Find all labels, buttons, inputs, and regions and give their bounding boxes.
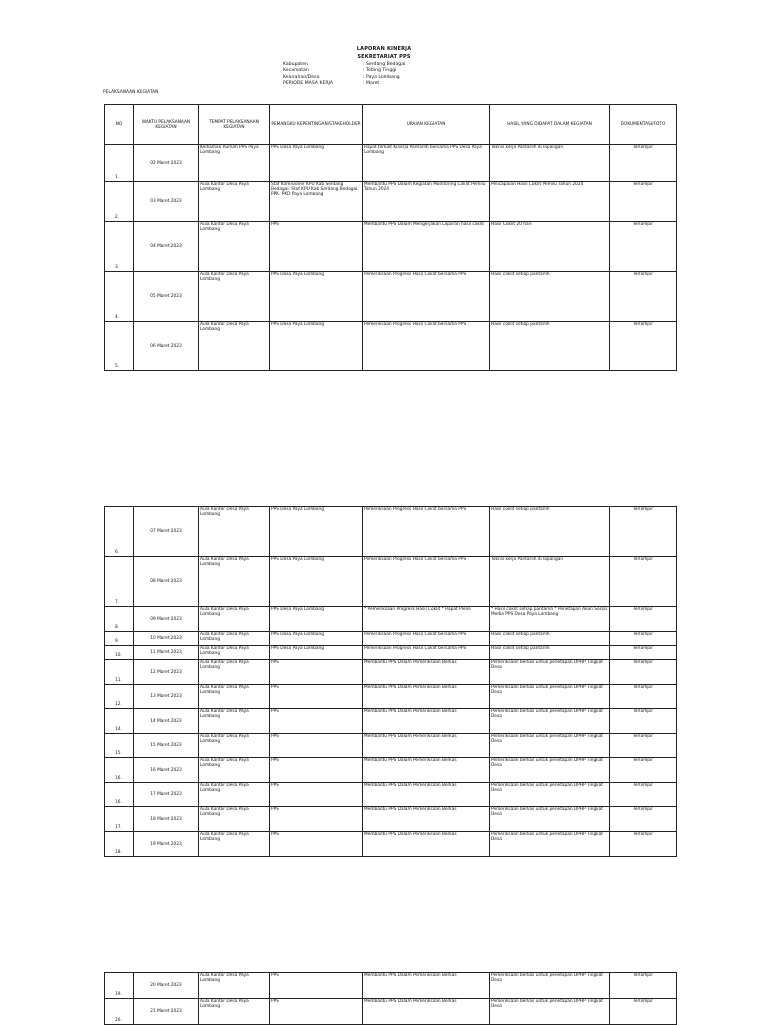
- activity-table-1: [104, 104, 677, 371]
- row-place: Aula Kantor Desa Paya Lombang: [199, 758, 270, 783]
- row-description: Rapat terkait Kinerja Pantarlih bersama PPS Desa Paya Lombang: [363, 145, 490, 182]
- row-result: Pemeriksaan berkas untuk penetapan DPHP Tingkat Desa: [490, 734, 610, 758]
- row-result: Teknis kerja Pantarlih di lapangan: [490, 145, 610, 182]
- row-no: 4.: [105, 272, 134, 322]
- table-row: [105, 660, 677, 685]
- row-no: 6.: [105, 507, 134, 557]
- row-result: Pemeriksaan berkas untuk penetapan DPHP Tingkat Desa: [490, 999, 610, 1025]
- row-date: 21 Maret 2023: [134, 999, 199, 1025]
- report-title: LAPORAN KINERJA: [356, 46, 412, 52]
- row-stakeholder: PPS: [270, 973, 363, 999]
- row-date: 14 Maret 2023: [134, 709, 199, 734]
- row-documentation: Terlampir: [610, 832, 677, 857]
- row-place: Aula Kantor Desa Paya Lombang: [199, 632, 270, 646]
- row-stakeholder: PPS: [270, 709, 363, 734]
- row-result: Hasil coklit setiap pantarlih: [490, 632, 610, 646]
- row-documentation: Terlampir: [610, 222, 677, 272]
- row-stakeholder: PPS: [270, 222, 363, 272]
- meta-value: : Tebing Tinggi: [363, 68, 397, 74]
- row-no: 5.: [105, 322, 134, 371]
- row-place: Aula Kantor Desa Paya Lombang: [199, 607, 270, 632]
- row-description: Pemeriksaan Progress Hasil Coklit bersama PPS: [363, 322, 490, 371]
- activity-table-2: [104, 506, 677, 857]
- row-no: 11.: [105, 660, 134, 685]
- row-date: 17 Maret 2023: [134, 783, 199, 807]
- row-description: Membantu PPS Dalam Mengerjakan Laporan hasil coklit: [363, 222, 490, 272]
- row-place: Aula Kantor Desa Paya Lombang: [199, 646, 270, 660]
- row-date: 19 Maret 2023: [134, 832, 199, 857]
- row-stakeholder: PPS: [270, 734, 363, 758]
- col-header-hasil: HASIL YANG DIDAPAT DALAM KEGIATAN: [490, 105, 610, 145]
- report-meta: [283, 62, 405, 87]
- col-header-pemangku: PEMANGKU KEPENTINGAN/STAKEHOLDER: [270, 105, 363, 145]
- col-header-uraian: URAIAN KEGIATAN: [363, 105, 490, 145]
- row-result: Pemeriksaan berkas untuk penetapan DPHP Tingkat Desa: [490, 660, 610, 685]
- row-stakeholder: PPS Desa Paya Lombang: [270, 632, 363, 646]
- row-no: 3.: [105, 222, 134, 272]
- table-row: [105, 632, 677, 646]
- row-no: 2.: [105, 182, 134, 222]
- meta-label: Kecamatan: [283, 68, 309, 74]
- row-no: 10.: [105, 646, 134, 660]
- row-place: Aula Kantor Desa Paya Lombang: [199, 783, 270, 807]
- row-description: Membantu PPS Dalam Pemeriksaan Berkas: [363, 734, 490, 758]
- meta-label: Kelurahan/Desa: [283, 74, 320, 80]
- row-description: Pemeriksaan Progress Hasil Coklit bersama PPS: [363, 557, 490, 607]
- row-stakeholder: PPS Desa Paya Lombang: [270, 557, 363, 607]
- table-row: [105, 734, 677, 758]
- row-description: Membantu PPS Dalam Pemeriksaan Berkas: [363, 709, 490, 734]
- row-date: 03 Maret 2023: [134, 182, 199, 222]
- row-stakeholder: PPS Desa Paya Lombang: [270, 272, 363, 322]
- row-result: Pemeriksaan berkas untuk penetapan DPHP Tingkat Desa: [490, 758, 610, 783]
- row-no: 12.: [105, 685, 134, 709]
- row-place: Aula Kantor Desa Paya Lombang: [199, 973, 270, 999]
- row-place: Aula Kantor Desa Paya Lombang: [199, 222, 270, 272]
- row-date: 09 Maret 2023: [134, 607, 199, 632]
- row-documentation: Terlampir: [610, 646, 677, 660]
- section-label: PELAKSANAAN KEGIATAN: [103, 90, 159, 95]
- row-description: Membantu PPS Dalam Pemeriksaan Berkas: [363, 758, 490, 783]
- row-description: Pemeriksaan Progress Hasil Coklit bersama PPS: [363, 632, 490, 646]
- row-stakeholder: PPS Desa Paya Lombang: [270, 145, 363, 182]
- row-documentation: Terlampir: [610, 999, 677, 1025]
- row-date: 18 Maret 2023: [134, 807, 199, 832]
- row-description: Membantu PPS Dalam Pemeriksaan Berkas: [363, 660, 490, 685]
- row-description: * Pemeriksaan Progress Hasil Coklit * Rapat Pleno: [363, 607, 490, 632]
- row-description: Membantu PPS Dalam Pemeriksaan Berkas: [363, 807, 490, 832]
- report-subtitle: SEKRETARIAT PPS: [357, 54, 411, 60]
- row-result: Pemeriksaan berkas untuk penetapan DPHP Tingkat Desa: [490, 783, 610, 807]
- row-documentation: Terlampir: [610, 182, 677, 222]
- row-result: Pemeriksaan berkas untuk penetapan DPHP Tingkat Desa: [490, 807, 610, 832]
- table-row: [105, 145, 677, 182]
- row-place: Kediaman Rumah PPS Paya Lombang: [199, 145, 270, 182]
- row-no: 8.: [105, 607, 134, 632]
- row-documentation: Terlampir: [610, 758, 677, 783]
- row-date: 13 Maret 2023: [134, 685, 199, 709]
- row-place: Aula Kantor Desa Paya Lombang: [199, 272, 270, 322]
- row-description: Pemeriksaan Progress Hasil Coklit bersama PPS: [363, 272, 490, 322]
- table-row: [105, 646, 677, 660]
- col-header-dokumentasi: DOKUMENTASI/FOTO: [610, 105, 677, 145]
- row-documentation: Terlampir: [610, 272, 677, 322]
- row-date: 02 Maret 2023: [134, 145, 199, 182]
- row-documentation: Terlampir: [610, 632, 677, 646]
- col-header-no: NO: [105, 105, 134, 145]
- row-place: Aula Kantor Desa Paya Lombang: [199, 182, 270, 222]
- row-result: Hasil coklit setiap pantarlih: [490, 646, 610, 660]
- row-documentation: Terlampir: [610, 322, 677, 371]
- row-place: Aula Kantor Desa Paya Lombang: [199, 832, 270, 857]
- row-place: Aula Kantor Desa Paya Lombang: [199, 807, 270, 832]
- table-row: [105, 709, 677, 734]
- row-date: 07 Maret 2023: [134, 507, 199, 557]
- row-stakeholder: Staf Komisioner KPU Kab Serdang Bedagai. Staf KPU Kab Serdang Bedagai. PPK. PKD Paya Lombang: [270, 182, 363, 222]
- row-description: Membantu PPS Dalam Pemeriksaan Berkas: [363, 832, 490, 857]
- row-no: 16.: [105, 783, 134, 807]
- row-date: 12 Maret 2023: [134, 660, 199, 685]
- activity-table-3: [104, 972, 677, 1025]
- row-date: 06 Maret 2023: [134, 322, 199, 371]
- row-description: Pemeriksaan Progress Hasil Coklit bersama PPS: [363, 646, 490, 660]
- row-date: 16 Maret 2023: [134, 758, 199, 783]
- row-result: Pemeriksaan berkas untuk penetapan DPHP Tingkat Desa: [490, 973, 610, 999]
- row-no: 9.: [105, 632, 134, 646]
- row-place: Aula Kantor Desa Paya Lombang: [199, 999, 270, 1025]
- row-documentation: Terlampir: [610, 507, 677, 557]
- col-header-tempat: TEMPAT PELAKSANAAN KEGIATAN: [199, 105, 270, 145]
- row-documentation: Terlampir: [610, 685, 677, 709]
- table-row: [105, 222, 677, 272]
- table-row: [105, 973, 677, 999]
- row-documentation: Terlampir: [610, 734, 677, 758]
- row-description: Membantu PPS Dalam Pemeriksaan Berkas: [363, 783, 490, 807]
- row-stakeholder: PPS Desa Paya Lombang: [270, 646, 363, 660]
- row-stakeholder: PPS: [270, 758, 363, 783]
- row-place: Aula Kantor Desa Paya Lombang: [199, 322, 270, 371]
- row-stakeholder: PPS: [270, 660, 363, 685]
- table-row: [105, 807, 677, 832]
- row-no: 7.: [105, 557, 134, 607]
- row-result: Teknis kerja Pantarlih di lapangan: [490, 557, 610, 607]
- row-stakeholder: PPS Desa Paya Lombang: [270, 607, 363, 632]
- row-no: 19.: [105, 973, 134, 999]
- row-stakeholder: PPS: [270, 832, 363, 857]
- row-no: 18.: [105, 832, 134, 857]
- table-header-row: [105, 105, 677, 145]
- row-stakeholder: PPS Desa Paya Lombang: [270, 322, 363, 371]
- row-documentation: Terlampir: [610, 660, 677, 685]
- row-documentation: Terlampir: [610, 783, 677, 807]
- table-row: [105, 557, 677, 607]
- col-header-waktu: WAKTU PELAKSANAAN KEGIATAN: [134, 105, 199, 145]
- table-row: [105, 758, 677, 783]
- row-description: Membantu PPS Dalam Pemeriksaan Berkas: [363, 685, 490, 709]
- row-date: 15 Maret 2023: [134, 734, 199, 758]
- row-result: Pencapaian Hasil Coklit Pemilu Tahun 2024: [490, 182, 610, 222]
- row-result: Hasil coklit setiap pantarlih: [490, 322, 610, 371]
- table-row: [105, 182, 677, 222]
- row-place: Aula Kantor Desa Paya Lombang: [199, 709, 270, 734]
- row-stakeholder: PPS: [270, 783, 363, 807]
- row-result: Pemeriksaan berkas untuk penetapan DPHP Tingkat Desa: [490, 832, 610, 857]
- row-description: Membantu PPS Dalam Kegiatan Monitoring Coklit Pemilu Tahun 2024: [363, 182, 490, 222]
- row-documentation: Terlampir: [610, 145, 677, 182]
- row-no: 1.: [105, 145, 134, 182]
- row-stakeholder: PPS: [270, 807, 363, 832]
- row-date: 08 Maret 2023: [134, 557, 199, 607]
- table-row: [105, 999, 677, 1025]
- table-row: [105, 607, 677, 632]
- row-place: Aula Kantor Desa Paya Lombang: [199, 660, 270, 685]
- meta-value: : Paya Lombang: [363, 74, 400, 80]
- row-result: Pemeriksaan berkas untuk penetapan DPHP Tingkat Desa: [490, 685, 610, 709]
- meta-label: Kabupaten: [283, 62, 308, 67]
- row-description: Membantu PPS Dalam Pemeriksaan Berkas: [363, 999, 490, 1025]
- row-documentation: Terlampir: [610, 709, 677, 734]
- table-row: [105, 507, 677, 557]
- meta-value: : Serdang Bedagai: [363, 62, 406, 67]
- row-result: * Hasil coklit setiap pantarlih * Penetapan Akun Sosial Media PPS Desa Paya Lombang: [490, 607, 610, 632]
- row-result: Pemeriksaan berkas untuk penetapan DPHP Tingkat Desa: [490, 709, 610, 734]
- row-date: 10 Maret 2023: [134, 632, 199, 646]
- row-result: Hasil coklit setiap pantarlih: [490, 272, 610, 322]
- table-row: [105, 832, 677, 857]
- meta-label: PERIODE MASA KERJA: [283, 80, 333, 86]
- row-no: 20.: [105, 999, 134, 1025]
- row-place: Aula Kantor Desa Paya Lombang: [199, 734, 270, 758]
- row-documentation: Terlampir: [610, 557, 677, 607]
- row-date: 20 Maret 2023: [134, 973, 199, 999]
- row-no: 17.: [105, 807, 134, 832]
- row-result: Hasil Coklit 20 hari: [490, 222, 610, 272]
- row-date: 04 Maret 2023: [134, 222, 199, 272]
- table-row: [105, 783, 677, 807]
- row-documentation: Terlampir: [610, 607, 677, 632]
- meta-value: : Maret: [363, 80, 380, 86]
- row-date: 11 Maret 2023: [134, 646, 199, 660]
- table-row: [105, 272, 677, 322]
- row-no: 15.: [105, 734, 134, 758]
- row-date: 05 Maret 2023: [134, 272, 199, 322]
- row-stakeholder: PPS Desa Paya Lombang: [270, 507, 363, 557]
- row-no: 16.: [105, 758, 134, 783]
- row-documentation: Terlampir: [610, 807, 677, 832]
- table-row: [105, 322, 677, 371]
- row-result: Hasil coklit setiap pantarlih: [490, 507, 610, 557]
- row-no: 14.: [105, 709, 134, 734]
- row-description: Membantu PPS Dalam Pemeriksaan Berkas: [363, 973, 490, 999]
- row-documentation: Terlampir: [610, 973, 677, 999]
- row-place: Aula Kantor Desa Paya Lombang: [199, 557, 270, 607]
- row-place: Aula Kantor Desa Paya Lombang: [199, 685, 270, 709]
- row-place: Aula Kantor Desa Paya Lombang: [199, 507, 270, 557]
- row-stakeholder: PPS: [270, 999, 363, 1025]
- row-stakeholder: PPS: [270, 685, 363, 709]
- table-row: [105, 685, 677, 709]
- row-description: Pemeriksaan Progress Hasil Coklit bersama PPS: [363, 507, 490, 557]
